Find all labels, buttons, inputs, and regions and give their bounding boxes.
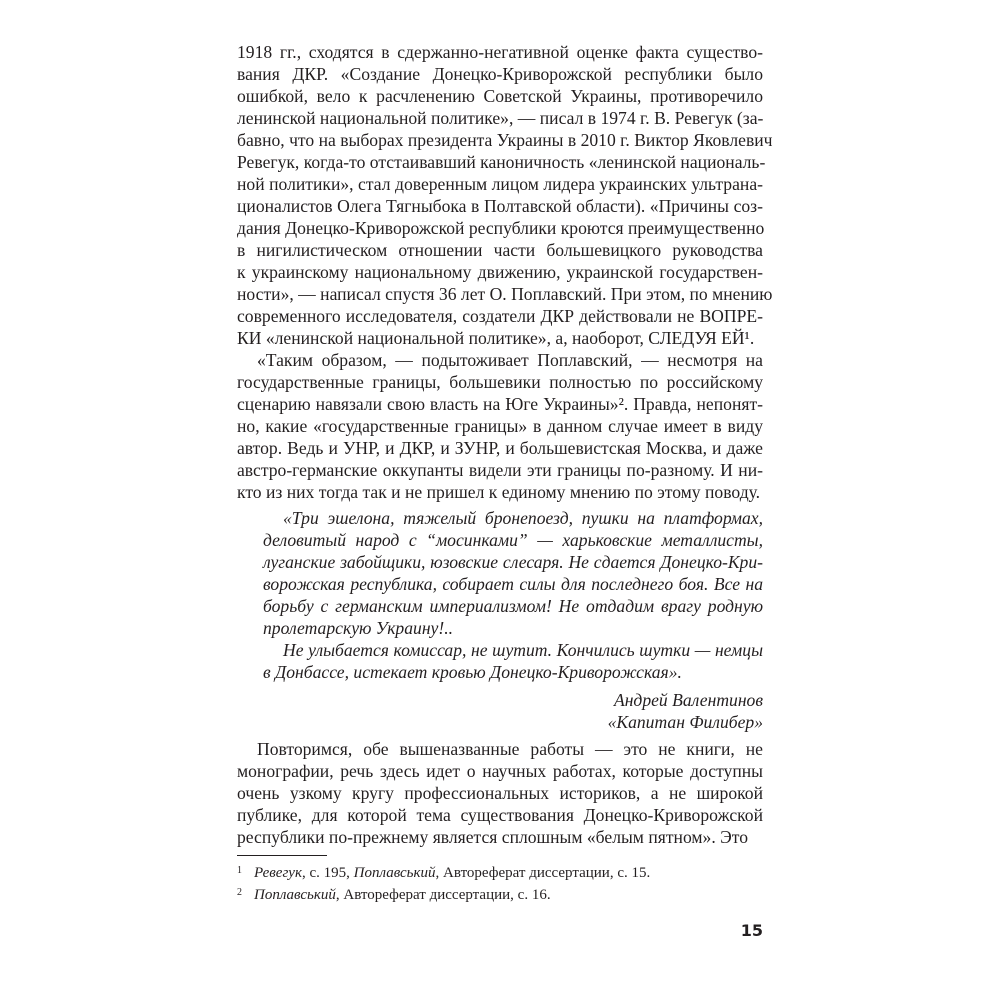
text-line: Ревегук, когда-то отстаивавший каноничность «ленинской националь- — [237, 152, 766, 172]
footnote-number: 2 — [237, 887, 242, 898]
text-line: дания Донецко-Криворожской республики кроются преимущественно — [237, 218, 765, 238]
text-line: Не улыбается комиссар, не шутит. Кончились шутки — немцы — [283, 640, 763, 660]
text-line: публике, для которой тема существования Донецко-Криворожской — [237, 805, 763, 825]
epigraph-source: «Капитан Филибер» — [607, 712, 763, 732]
footnote-1 — [237, 862, 650, 884]
epigraph-paragraph — [263, 639, 763, 683]
text-line: луганские забойщики, юзовские слесаря. Не сдается Донецко-Кри- — [263, 552, 763, 572]
text-line: «Три эшелона, тяжелый бронепоезд, пушки на платформах, — [283, 508, 763, 528]
text-line: в Донбассе, истекает кровью Донецко-Криворожская». — [263, 662, 682, 682]
text-line: «Таким образом, — подытоживает Поплавский, — несмотря на — [257, 350, 763, 370]
text-line: государственные границы, большевики полностью по российскому — [237, 372, 763, 392]
footnote-author: Поплавський — [353, 865, 436, 881]
text-line: Повторимся, обе вышеназванные работы — это не книги, не — [257, 739, 763, 759]
footnote-author: Ревегук — [254, 865, 302, 881]
text-line: вания ДКР. «Создание Донецко-Криворожской республики было — [237, 64, 763, 84]
body-text-top — [237, 41, 773, 503]
text-line: ошибкой, вело к расчленению Советской Украины, противоречило — [237, 86, 763, 106]
text-line: борьбу с германским империализмом! Не отдадим врагу родную — [263, 596, 763, 616]
footnote-author: Поплавський — [254, 887, 336, 903]
paragraph — [237, 349, 763, 503]
epigraph-paragraph — [263, 507, 763, 639]
text-line: КИ «ленинской национальной политике», а, наоборот, СЛЕДУЯ ЕЙ¹. — [237, 328, 755, 348]
text-line: ности», — написал спустя 36 лет О. Поплавский. При этом, по мнению — [237, 284, 773, 304]
footnote-number: 1 — [237, 865, 242, 876]
text-line: бавно, что на выборах президента Украины в 2010 г. Виктор Яковлевич — [237, 130, 773, 150]
text-line: кто из них тогда так и не пришел к единому мнению по этому поводу. — [237, 482, 761, 502]
footnote-text: , Автореферат диссертации, с. 16. — [335, 887, 551, 903]
text-line: современного исследователя, создатели ДКР действовали не ВОПРЕ- — [237, 306, 763, 326]
text-line: деловитый народ с “мосинками” — харьковские металлисты, — [263, 530, 763, 550]
text-line: 1918 гг., сходятся в сдержанно-негативной оценке факта существо- — [237, 42, 763, 62]
epigraph — [263, 507, 763, 733]
text-line: в нигилистическом отношении части большевицкого руководства — [237, 240, 763, 260]
text-line: сценарию навязали свою власть на Юге Украины»². Правда, непонят- — [237, 394, 763, 414]
text-line: монографии, речь здесь идет о научных работах, которые доступны — [237, 761, 763, 781]
footnote-divider — [237, 855, 327, 856]
text-line: очень узкому кругу профессиональных историков, а не широкой — [237, 783, 763, 803]
text-line: пролетарскую Украину!.. — [263, 618, 454, 638]
paragraph — [237, 41, 773, 349]
page-number: 15 — [740, 921, 763, 940]
text-line: австро-германские оккупанты видели эти границы по-разному. И ни- — [237, 460, 763, 480]
paragraph — [237, 738, 763, 848]
text-line: ворожская республика, собирает силы для последнего боя. Все на — [263, 574, 763, 594]
footnote-text: , с. 195, — [301, 865, 354, 881]
footnote-2 — [237, 884, 551, 906]
epigraph-author: Андрей Валентинов — [613, 690, 763, 710]
text-line: но, какие «государственные границы» в данном случае имеет в виду — [237, 416, 763, 436]
text-line: ленинской национальной политике», — писал в 1974 г. В. Ревегук (за- — [237, 108, 764, 128]
footnote-text: , Автореферат диссертации, с. 15. — [435, 865, 651, 881]
text-line: к украинскому национальному движению, украинской государствен- — [237, 262, 763, 282]
text-line: автор. Ведь и УНР, и ДКР, и ЗУНР, и большевистская Москва, и даже — [237, 438, 763, 458]
text-line: республики по-прежнему является сплошным «белым пятном». Это — [237, 827, 749, 847]
text-line: ционалистов Олега Тягныбока в Полтавской области). «Причины соз- — [237, 196, 763, 216]
body-text-bottom — [237, 738, 763, 848]
text-line: ной политики», стал доверенным лицом лидера украинских ультрана- — [237, 174, 763, 194]
